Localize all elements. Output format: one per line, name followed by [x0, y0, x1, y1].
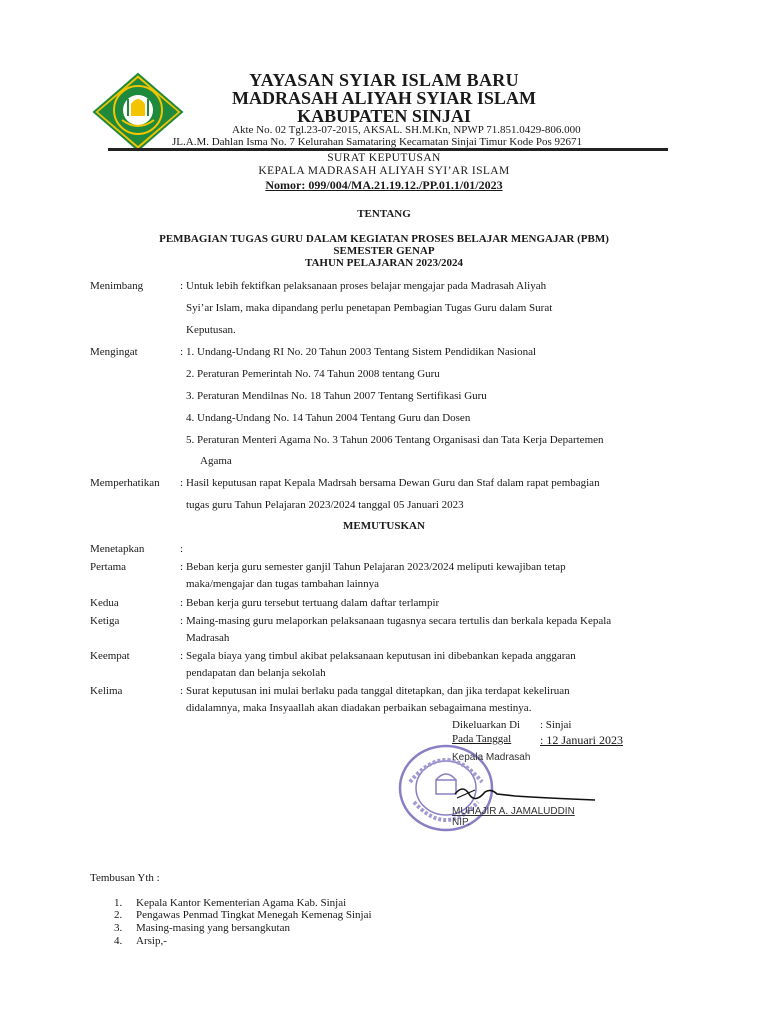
menimbang-line: Keputusan.	[186, 324, 236, 336]
akte-info: Akte No. 02 Tgl.23-07-2015, AKSAL. SH.M.Kn, NPWP 71.851.0429-806.000	[232, 124, 581, 136]
decision-colon: :	[180, 561, 184, 573]
tembusan-item: Pengawas Penmad Tingkat Menegah Kemenag Sinjai	[136, 909, 372, 921]
decision-colon: :	[180, 685, 184, 697]
decision-text: Beban kerja guru tersebut tertuang dalam daftar terlampir	[186, 597, 440, 609]
document-number: Nomor: 099/004/MA.21.19.12./PP.01.1/01/2023	[265, 178, 503, 192]
decision-colon: :	[180, 597, 184, 609]
decision-label-pertama: Pertama	[90, 561, 127, 573]
signatory-nip: NIP.	[452, 817, 471, 828]
mengingat-label: Mengingat	[90, 346, 138, 358]
issued-place-label: Dikeluarkan Di	[452, 719, 521, 731]
tembusan-item: Kepala Kantor Kementerian Agama Kab. Sinjai	[136, 897, 347, 909]
menimbang-colon: :	[180, 280, 184, 292]
subject-line-1: PEMBAGIAN TUGAS GURU DALAM KEGIATAN PROSES BELAJAR MENGAJAR (PBM)	[159, 233, 609, 245]
document-type: SURAT KEPUTUSAN	[327, 152, 441, 164]
tembusan-number: 4.	[114, 935, 123, 947]
decision-label-kedua: Kedua	[90, 597, 119, 609]
decision-label-keempat: Keempat	[90, 650, 130, 662]
mengingat-item: 1. Undang-Undang RI No. 20 Tahun 2003 Tentang Sistem Pendidikan Nasional	[186, 346, 537, 358]
signatory-role: Kepala Madrasah	[452, 752, 531, 763]
memperhatikan-line: Hasil keputusan rapat Kepala Madrsah bersama Dewan Guru dan Staf dalam rapat pembagian	[186, 477, 600, 489]
menimbang-line: Untuk lebih fektifkan pelaksanaan proses belajar mengajar pada Madrasah Aliyah	[186, 280, 547, 292]
memutuskan-heading: MEMUTUSKAN	[343, 520, 425, 532]
tembusan-number: 1.	[114, 897, 123, 909]
mengingat-colon: :	[180, 346, 184, 358]
issued-place-value: : Sinjai	[540, 719, 572, 731]
tembusan-number: 3.	[114, 922, 123, 934]
madrasah-name: MADRASAH ALIYAH SYIAR ISLAM	[232, 88, 536, 108]
menetapkan-label: Menetapkan	[90, 543, 145, 555]
decision-label-ketiga: Ketiga	[90, 615, 120, 627]
foundation-name: YAYASAN SYIAR ISLAM BARU	[249, 70, 519, 90]
mengingat-item-continued: Agama	[200, 455, 232, 467]
decision-colon: :	[180, 615, 184, 627]
decision-text: Madrasah	[186, 632, 230, 644]
tentang-heading: TENTANG	[357, 208, 411, 220]
decision-text: maka/mengajar dan tugas tambahan lainnya	[186, 578, 380, 590]
decision-text: Segala biaya yang timbul akibat pelaksanaan keputusan ini dibebankan kepada anggaran	[186, 650, 576, 662]
decision-text: pendapatan dan belanja sekolah	[186, 667, 326, 679]
decision-label-kelima: Kelima	[90, 685, 123, 697]
mengingat-item: 2. Peraturan Pemerintah No. 74 Tahun 2008 tentang Guru	[186, 368, 440, 380]
memperhatikan-line: tugas guru Tahun Pelajaran 2023/2024 tanggal 05 Januari 2023	[186, 499, 464, 511]
decision-text: Beban kerja guru semester ganjil Tahun Pelajaran 2023/2024 meliputi kewajiban tetap	[186, 561, 566, 573]
decision-text: Surat keputusan ini mulai berlaku pada tanggal ditetapkan, dan jika terdapat kekeliruan	[186, 685, 570, 697]
memperhatikan-colon: :	[180, 477, 184, 489]
tembusan-item: Arsip,-	[136, 935, 167, 947]
issuer-title: KEPALA MADRASAH ALIYAH SYI’AR ISLAM	[258, 165, 510, 177]
subject-line-2: SEMESTER GENAP	[333, 245, 435, 257]
mengingat-item: 5. Peraturan Menteri Agama No. 3 Tahun 2006 Tentang Organisasi dan Tata Kerja Departemen	[186, 434, 604, 446]
regency-name: KABUPATEN SINJAI	[297, 106, 471, 126]
menimbang-label: Menimbang	[90, 280, 144, 292]
mengingat-item: 4. Undang-Undang No. 14 Tahun 2004 Tentang Guru dan Dosen	[186, 412, 471, 424]
subject-line-3: TAHUN PELAJARAN 2023/2024	[304, 257, 464, 269]
header-divider	[108, 148, 668, 151]
decision-colon: :	[180, 650, 184, 662]
decision-text: Maing-masing guru melaporkan pelaksanaan tugasnya secara tertulis dan berkala kepada Kepala	[186, 615, 612, 627]
mengingat-item: 3. Peraturan Mendilnas No. 18 Tahun 2007 Tentang Sertifikasi Guru	[186, 390, 487, 402]
decision-text: didalamnya, maka Insyaallah akan diadakan perbaikan sebagaimana mestinya.	[186, 702, 532, 714]
memperhatikan-label: Memperhatikan	[90, 477, 160, 489]
issued-date-value: : 12 Januari 2023	[540, 733, 623, 747]
tembusan-item: Masing-masing yang bersangkutan	[136, 922, 290, 934]
issued-date-label: Pada Tanggal	[452, 733, 512, 745]
menimbang-line: Syi’ar Islam, maka dipandang perlu penetapan Pembagian Tugas Guru dalam Surat	[186, 302, 553, 314]
tembusan-number: 2.	[114, 909, 123, 921]
tembusan-heading: Tembusan Yth :	[90, 872, 160, 884]
menetapkan-colon: :	[180, 543, 184, 555]
signatory-name: MUHAJIR A. JAMALUDDIN	[452, 806, 575, 817]
address-info: JL.A.M. Dahlan Isma No. 7 Kelurahan Samataring Kecamatan Sinjai Timur Kode Pos 92671	[172, 136, 582, 148]
